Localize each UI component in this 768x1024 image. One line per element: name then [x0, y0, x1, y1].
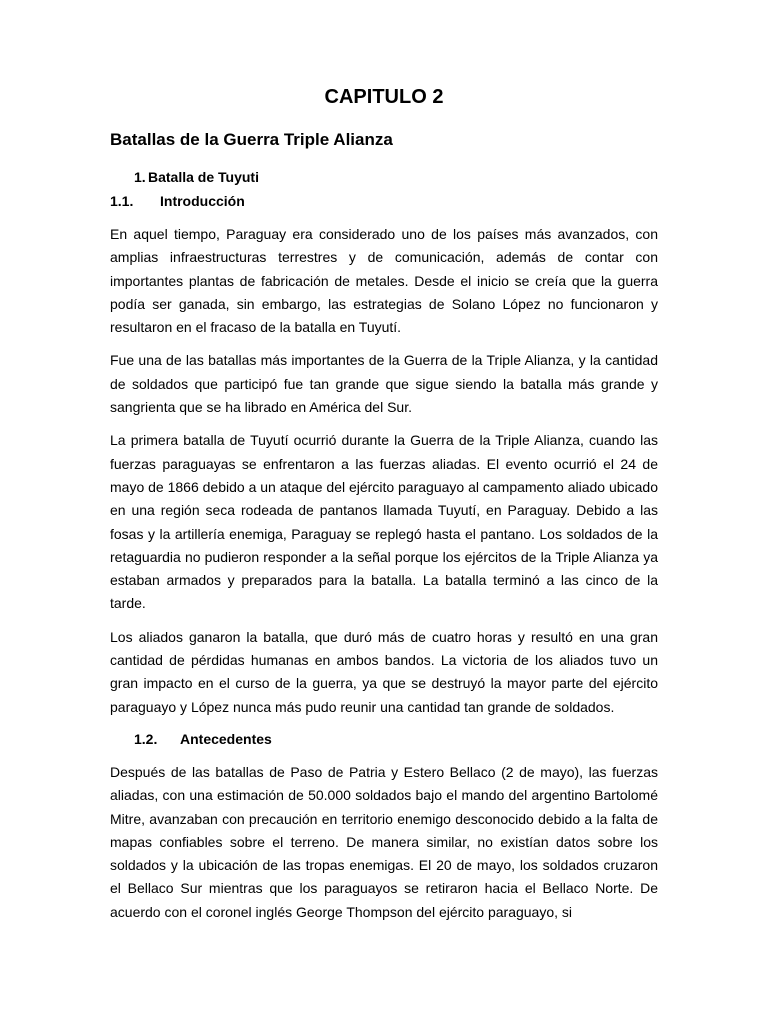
- heading-number: 1.1.: [110, 193, 134, 209]
- heading-text: Introducción: [160, 193, 245, 209]
- heading-text: Batalla de Tuyuti: [148, 169, 259, 185]
- paragraph-antecedentes-1: Después de las batallas de Paso de Patria y Estero Bellaco (2 de mayo), las fuerzas aliadas, con una estimación de 50.000 soldados bajo el mando del argentino Bartolomé Mitre, avanzaban con precaución en territorio enemigo desconocido debido a la falta de mapas confiables sobre el terreno. De manera similar, no existían datos sobre los soldados y la ubicación de las tropas enemigas. El 20 de mayo, los soldados cruzaron el Bellaco Sur mientras que los paraguayos se retiraron hacia el Bellaco Norte. De acuerdo con el coronel inglés George Thompson del ejército paraguayo, si: [110, 763, 658, 920]
- paragraph-intro-1: En aquel tiempo, Paraguay era considerado uno de los países más avanzados, con amplias infraestructuras terrestres y de comunicación, además de contar con importantes plantas de fabricación de metales. Desde el inicio se creía que la guerra podía ser ganada, sin embargo, las estrategias de Solano López no funcionaron y resultaron en el fracaso de la batalla en Tuyutí.: [110, 226, 658, 336]
- heading-number: 1.: [134, 169, 146, 185]
- heading-antecedentes: [110, 729, 658, 749]
- heading-batalla-de-tuyuti: [110, 167, 658, 187]
- heading-introduccion: [110, 191, 658, 211]
- section-title: Batallas de la Guerra Triple Alianza: [110, 130, 393, 149]
- paragraph-intro-2: Fue una de las batallas más importantes de la Guerra de la Triple Alianza, y la cantidad de soldados que participó fue tan grande que sigue siendo la batalla más grande y sangrienta que se ha librado en América del Sur.: [110, 352, 658, 416]
- heading-text: Antecedentes: [180, 730, 272, 747]
- paragraph-intro-4: Los aliados ganaron la batalla, que duró más de cuatro horas y resultó en una gran cantidad de pérdidas humanas en ambos bandos. La victoria de los aliados tuvo un gran impacto en el curso de la guerra, ya que se destruyó la mayor parte del ejército paraguayo y López nunca más pudo reunir una cantidad tan grande de soldados.: [110, 628, 658, 715]
- chapter-title: CAPITULO 2: [324, 86, 444, 108]
- heading-number: 1.2.: [134, 730, 158, 747]
- paragraph-intro-3: La primera batalla de Tuyutí ocurrió durante la Guerra de la Triple Alianza, cuando las fuerzas paraguayas se enfrentaron a las fuerzas aliadas. El evento ocurrió el 24 de mayo de 1866 debido a un ataque del ejército paraguayo al campamento aliado ubicado en una región seca rodeada de pantanos llamada Tuyutí, en Paraguay. Debido a las fosas y la artillería enemiga, Paraguay se replegó hasta el pantano. Los soldados de la retaguardia no pudieron responder a la señal porque los ejércitos de la Triple Alianza ya estaban armados y preparados para la batalla. La batalla terminó a las cinco de la tarde.: [110, 432, 658, 612]
- document-page: [110, 84, 658, 934]
